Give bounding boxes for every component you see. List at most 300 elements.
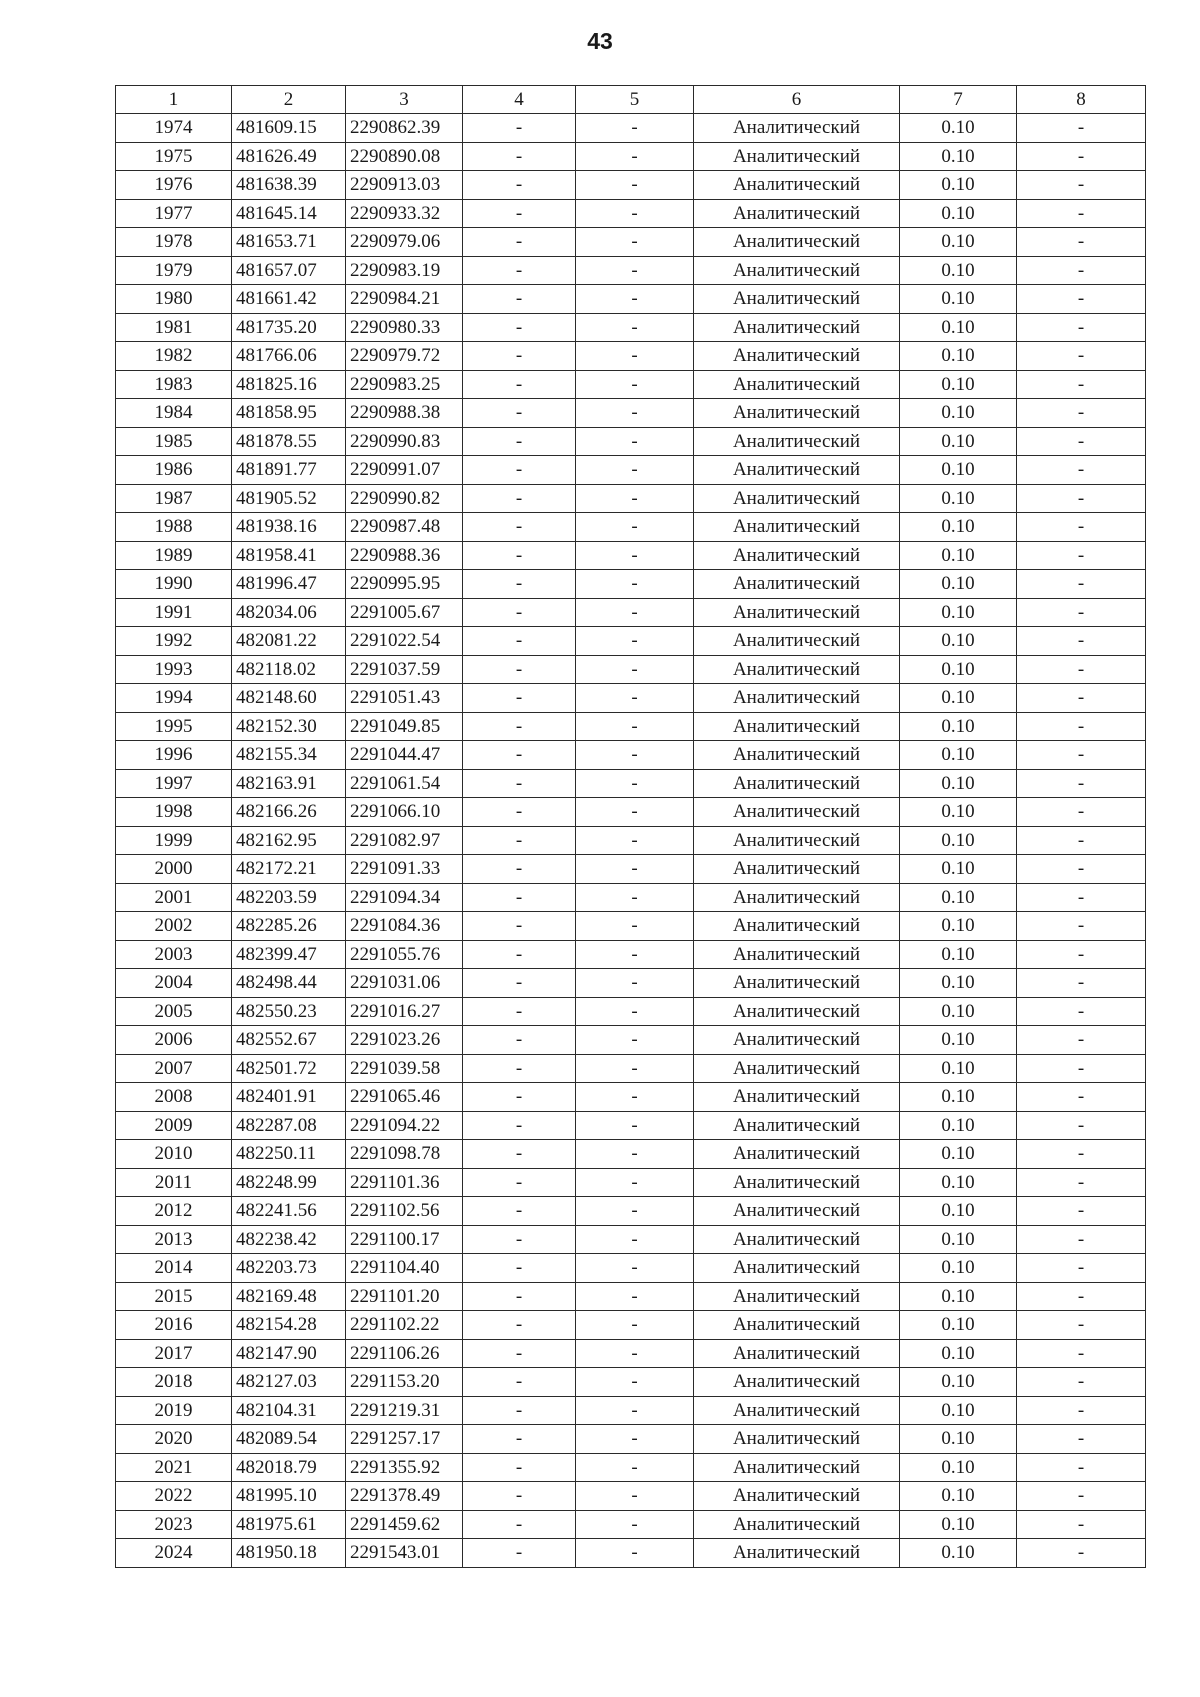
accuracy-cell: 0.10: [900, 370, 1017, 399]
col-5-cell: -: [576, 655, 694, 684]
col-5-cell: -: [576, 598, 694, 627]
accuracy-cell: 0.10: [900, 1197, 1017, 1226]
accuracy-cell: 0.10: [900, 1111, 1017, 1140]
y-coordinate-cell: 2290890.08: [346, 142, 463, 171]
y-coordinate-cell: 2291051.43: [346, 684, 463, 713]
col-5-cell: -: [576, 684, 694, 713]
y-coordinate-cell: 2291084.36: [346, 912, 463, 941]
col-4-cell: -: [463, 712, 576, 741]
col-5-cell: -: [576, 285, 694, 314]
table-row: [116, 399, 1146, 428]
col-5-cell: -: [576, 1311, 694, 1340]
table-row: [116, 1311, 1146, 1340]
col-4-cell: -: [463, 114, 576, 143]
method-cell: Аналитический: [694, 1140, 900, 1169]
col-5-cell: -: [576, 969, 694, 998]
col-5-cell: -: [576, 1453, 694, 1482]
col-8-cell: -: [1017, 399, 1146, 428]
method-cell: Аналитический: [694, 171, 900, 200]
table-row: [116, 199, 1146, 228]
accuracy-cell: 0.10: [900, 1168, 1017, 1197]
y-coordinate-cell: 2290983.19: [346, 256, 463, 285]
col-8-cell: -: [1017, 1339, 1146, 1368]
method-cell: Аналитический: [694, 684, 900, 713]
y-coordinate-cell: 2291044.47: [346, 741, 463, 770]
col-8-cell: -: [1017, 1026, 1146, 1055]
y-coordinate-cell: 2290990.83: [346, 427, 463, 456]
col-5-cell: -: [576, 399, 694, 428]
point-number-cell: 1988: [116, 513, 232, 542]
y-coordinate-cell: 2290979.72: [346, 342, 463, 371]
method-cell: Аналитический: [694, 627, 900, 656]
accuracy-cell: 0.10: [900, 456, 1017, 485]
col-4-cell: -: [463, 997, 576, 1026]
method-cell: Аналитический: [694, 399, 900, 428]
method-cell: Аналитический: [694, 1254, 900, 1283]
table-row: [116, 285, 1146, 314]
col-4-cell: -: [463, 969, 576, 998]
x-coordinate-cell: 482203.73: [232, 1254, 346, 1283]
col-4-cell: -: [463, 769, 576, 798]
x-coordinate-cell: 482034.06: [232, 598, 346, 627]
col-8-cell: -: [1017, 655, 1146, 684]
x-coordinate-cell: 481766.06: [232, 342, 346, 371]
point-number-cell: 2022: [116, 1482, 232, 1511]
method-cell: Аналитический: [694, 285, 900, 314]
table-row: [116, 1453, 1146, 1482]
col-4-cell: -: [463, 1225, 576, 1254]
col-8-cell: -: [1017, 171, 1146, 200]
table-row: [116, 142, 1146, 171]
col-5-cell: -: [576, 798, 694, 827]
point-number-cell: 2024: [116, 1539, 232, 1568]
method-cell: Аналитический: [694, 741, 900, 770]
method-cell: Аналитический: [694, 997, 900, 1026]
col-8-cell: -: [1017, 427, 1146, 456]
col-8-cell: -: [1017, 1282, 1146, 1311]
method-cell: Аналитический: [694, 114, 900, 143]
x-coordinate-cell: 482498.44: [232, 969, 346, 998]
header-cell-8: 8: [1017, 86, 1146, 114]
col-4-cell: -: [463, 313, 576, 342]
point-number-cell: 1997: [116, 769, 232, 798]
x-coordinate-cell: 482018.79: [232, 1453, 346, 1482]
col-8-cell: -: [1017, 798, 1146, 827]
accuracy-cell: 0.10: [900, 1368, 1017, 1397]
col-5-cell: -: [576, 1510, 694, 1539]
x-coordinate-cell: 481975.61: [232, 1510, 346, 1539]
method-cell: Аналитический: [694, 370, 900, 399]
col-8-cell: -: [1017, 1396, 1146, 1425]
x-coordinate-cell: 482287.08: [232, 1111, 346, 1140]
x-coordinate-cell: 481950.18: [232, 1539, 346, 1568]
method-cell: Аналитический: [694, 427, 900, 456]
col-5-cell: -: [576, 114, 694, 143]
accuracy-cell: 0.10: [900, 912, 1017, 941]
table-row: [116, 541, 1146, 570]
y-coordinate-cell: 2291016.27: [346, 997, 463, 1026]
x-coordinate-cell: 481645.14: [232, 199, 346, 228]
accuracy-cell: 0.10: [900, 969, 1017, 998]
col-5-cell: -: [576, 1197, 694, 1226]
method-cell: Аналитический: [694, 142, 900, 171]
x-coordinate-cell: 482501.72: [232, 1054, 346, 1083]
point-number-cell: 1984: [116, 399, 232, 428]
point-number-cell: 1995: [116, 712, 232, 741]
col-8-cell: -: [1017, 285, 1146, 314]
x-coordinate-cell: 482401.91: [232, 1083, 346, 1112]
col-4-cell: -: [463, 1396, 576, 1425]
y-coordinate-cell: 2291153.20: [346, 1368, 463, 1397]
y-coordinate-cell: 2291005.67: [346, 598, 463, 627]
table-row: [116, 228, 1146, 257]
x-coordinate-cell: 481996.47: [232, 570, 346, 599]
x-coordinate-cell: 482155.34: [232, 741, 346, 770]
x-coordinate-cell: 482248.99: [232, 1168, 346, 1197]
table-row: [116, 1482, 1146, 1511]
col-4-cell: -: [463, 627, 576, 656]
y-coordinate-cell: 2291355.92: [346, 1453, 463, 1482]
accuracy-cell: 0.10: [900, 228, 1017, 257]
col-8-cell: -: [1017, 484, 1146, 513]
x-coordinate-cell: 481609.15: [232, 114, 346, 143]
table-row: [116, 1339, 1146, 1368]
col-4-cell: -: [463, 370, 576, 399]
accuracy-cell: 0.10: [900, 142, 1017, 171]
x-coordinate-cell: 482148.60: [232, 684, 346, 713]
accuracy-cell: 0.10: [900, 1339, 1017, 1368]
point-number-cell: 1993: [116, 655, 232, 684]
point-number-cell: 2007: [116, 1054, 232, 1083]
x-coordinate-cell: 481825.16: [232, 370, 346, 399]
table-row: [116, 1111, 1146, 1140]
col-4-cell: -: [463, 1539, 576, 1568]
y-coordinate-cell: 2290983.25: [346, 370, 463, 399]
col-5-cell: -: [576, 1140, 694, 1169]
accuracy-cell: 0.10: [900, 256, 1017, 285]
point-number-cell: 2023: [116, 1510, 232, 1539]
y-coordinate-cell: 2291082.97: [346, 826, 463, 855]
y-coordinate-cell: 2291061.54: [346, 769, 463, 798]
col-8-cell: -: [1017, 712, 1146, 741]
table-row: [116, 1083, 1146, 1112]
point-number-cell: 1989: [116, 541, 232, 570]
col-5-cell: -: [576, 313, 694, 342]
method-cell: Аналитический: [694, 1282, 900, 1311]
accuracy-cell: 0.10: [900, 1510, 1017, 1539]
table-row: [116, 114, 1146, 143]
col-4-cell: -: [463, 1311, 576, 1340]
col-5-cell: -: [576, 541, 694, 570]
accuracy-cell: 0.10: [900, 541, 1017, 570]
col-5-cell: -: [576, 912, 694, 941]
col-8-cell: -: [1017, 1254, 1146, 1283]
y-coordinate-cell: 2290979.06: [346, 228, 463, 257]
x-coordinate-cell: 481661.42: [232, 285, 346, 314]
y-coordinate-cell: 2291022.54: [346, 627, 463, 656]
method-cell: Аналитический: [694, 1339, 900, 1368]
x-coordinate-cell: 482127.03: [232, 1368, 346, 1397]
col-5-cell: -: [576, 769, 694, 798]
method-cell: Аналитический: [694, 769, 900, 798]
point-number-cell: 1978: [116, 228, 232, 257]
col-4-cell: -: [463, 1197, 576, 1226]
point-number-cell: 1990: [116, 570, 232, 599]
accuracy-cell: 0.10: [900, 741, 1017, 770]
table-row: [116, 741, 1146, 770]
y-coordinate-cell: 2291106.26: [346, 1339, 463, 1368]
col-8-cell: -: [1017, 1425, 1146, 1454]
col-5-cell: -: [576, 1282, 694, 1311]
accuracy-cell: 0.10: [900, 1282, 1017, 1311]
col-4-cell: -: [463, 940, 576, 969]
col-4-cell: -: [463, 171, 576, 200]
accuracy-cell: 0.10: [900, 285, 1017, 314]
x-coordinate-cell: 482104.31: [232, 1396, 346, 1425]
accuracy-cell: 0.10: [900, 769, 1017, 798]
method-cell: Аналитический: [694, 541, 900, 570]
table-row: [116, 484, 1146, 513]
col-8-cell: -: [1017, 855, 1146, 884]
x-coordinate-cell: 481938.16: [232, 513, 346, 542]
coordinates-table: [115, 85, 1146, 1568]
col-5-cell: -: [576, 1425, 694, 1454]
col-8-cell: -: [1017, 826, 1146, 855]
y-coordinate-cell: 2290991.07: [346, 456, 463, 485]
col-5-cell: -: [576, 826, 694, 855]
point-number-cell: 1991: [116, 598, 232, 627]
point-number-cell: 2001: [116, 883, 232, 912]
point-number-cell: 1994: [116, 684, 232, 713]
method-cell: Аналитический: [694, 1311, 900, 1340]
table-row: [116, 912, 1146, 941]
col-4-cell: -: [463, 484, 576, 513]
col-5-cell: -: [576, 940, 694, 969]
method-cell: Аналитический: [694, 1225, 900, 1254]
table-row: [116, 1054, 1146, 1083]
point-number-cell: 1992: [116, 627, 232, 656]
x-coordinate-cell: 482163.91: [232, 769, 346, 798]
accuracy-cell: 0.10: [900, 940, 1017, 969]
col-5-cell: -: [576, 370, 694, 399]
point-number-cell: 2017: [116, 1339, 232, 1368]
table-row: [116, 712, 1146, 741]
col-8-cell: -: [1017, 228, 1146, 257]
point-number-cell: 2015: [116, 1282, 232, 1311]
method-cell: Аналитический: [694, 1368, 900, 1397]
table-row: [116, 826, 1146, 855]
y-coordinate-cell: 2291066.10: [346, 798, 463, 827]
col-4-cell: -: [463, 826, 576, 855]
col-5-cell: -: [576, 1396, 694, 1425]
accuracy-cell: 0.10: [900, 1054, 1017, 1083]
col-5-cell: -: [576, 712, 694, 741]
y-coordinate-cell: 2290913.03: [346, 171, 463, 200]
accuracy-cell: 0.10: [900, 855, 1017, 884]
col-8-cell: -: [1017, 1225, 1146, 1254]
method-cell: Аналитический: [694, 1083, 900, 1112]
col-4-cell: -: [463, 541, 576, 570]
x-coordinate-cell: 481626.49: [232, 142, 346, 171]
col-5-cell: -: [576, 627, 694, 656]
method-cell: Аналитический: [694, 1396, 900, 1425]
col-5-cell: -: [576, 427, 694, 456]
col-4-cell: -: [463, 570, 576, 599]
point-number-cell: 1998: [116, 798, 232, 827]
table-row: [116, 1396, 1146, 1425]
point-number-cell: 2010: [116, 1140, 232, 1169]
col-8-cell: -: [1017, 1510, 1146, 1539]
x-coordinate-cell: 481905.52: [232, 484, 346, 513]
col-4-cell: -: [463, 1168, 576, 1197]
x-coordinate-cell: 481958.41: [232, 541, 346, 570]
col-8-cell: -: [1017, 1111, 1146, 1140]
method-cell: Аналитический: [694, 712, 900, 741]
accuracy-cell: 0.10: [900, 342, 1017, 371]
col-5-cell: -: [576, 1026, 694, 1055]
y-coordinate-cell: 2291104.40: [346, 1254, 463, 1283]
header-cell-5: 5: [576, 86, 694, 114]
col-4-cell: -: [463, 1111, 576, 1140]
point-number-cell: 2009: [116, 1111, 232, 1140]
y-coordinate-cell: 2291094.34: [346, 883, 463, 912]
col-8-cell: -: [1017, 1197, 1146, 1226]
col-5-cell: -: [576, 456, 694, 485]
col-8-cell: -: [1017, 969, 1146, 998]
col-8-cell: -: [1017, 598, 1146, 627]
col-5-cell: -: [576, 883, 694, 912]
col-8-cell: -: [1017, 114, 1146, 143]
y-coordinate-cell: 2291055.76: [346, 940, 463, 969]
x-coordinate-cell: 482081.22: [232, 627, 346, 656]
col-5-cell: -: [576, 1111, 694, 1140]
x-coordinate-cell: 482399.47: [232, 940, 346, 969]
col-4-cell: -: [463, 1026, 576, 1055]
col-8-cell: -: [1017, 1539, 1146, 1568]
y-coordinate-cell: 2290984.21: [346, 285, 463, 314]
y-coordinate-cell: 2290990.82: [346, 484, 463, 513]
accuracy-cell: 0.10: [900, 171, 1017, 200]
y-coordinate-cell: 2290933.32: [346, 199, 463, 228]
col-4-cell: -: [463, 228, 576, 257]
col-5-cell: -: [576, 256, 694, 285]
method-cell: Аналитический: [694, 940, 900, 969]
col-5-cell: -: [576, 1054, 694, 1083]
col-5-cell: -: [576, 1368, 694, 1397]
y-coordinate-cell: 2291459.62: [346, 1510, 463, 1539]
col-4-cell: -: [463, 1368, 576, 1397]
col-8-cell: -: [1017, 1453, 1146, 1482]
table-row: [116, 1368, 1146, 1397]
x-coordinate-cell: 482241.56: [232, 1197, 346, 1226]
table-row: [116, 1225, 1146, 1254]
col-4-cell: -: [463, 456, 576, 485]
x-coordinate-cell: 482169.48: [232, 1282, 346, 1311]
y-coordinate-cell: 2291023.26: [346, 1026, 463, 1055]
header-cell-4: 4: [463, 86, 576, 114]
col-8-cell: -: [1017, 456, 1146, 485]
point-number-cell: 2004: [116, 969, 232, 998]
point-number-cell: 1980: [116, 285, 232, 314]
table-row: [116, 1254, 1146, 1283]
point-number-cell: 1983: [116, 370, 232, 399]
x-coordinate-cell: 482250.11: [232, 1140, 346, 1169]
col-8-cell: -: [1017, 769, 1146, 798]
col-5-cell: -: [576, 228, 694, 257]
accuracy-cell: 0.10: [900, 1083, 1017, 1112]
col-5-cell: -: [576, 171, 694, 200]
table-row: [116, 513, 1146, 542]
col-5-cell: -: [576, 1083, 694, 1112]
y-coordinate-cell: 2291378.49: [346, 1482, 463, 1511]
point-number-cell: 1985: [116, 427, 232, 456]
method-cell: Аналитический: [694, 570, 900, 599]
point-number-cell: 1996: [116, 741, 232, 770]
method-cell: Аналитический: [694, 1111, 900, 1140]
header-cell-7: 7: [900, 86, 1017, 114]
y-coordinate-cell: 2291094.22: [346, 1111, 463, 1140]
col-5-cell: -: [576, 1539, 694, 1568]
col-8-cell: -: [1017, 342, 1146, 371]
y-coordinate-cell: 2291098.78: [346, 1140, 463, 1169]
method-cell: Аналитический: [694, 1026, 900, 1055]
col-4-cell: -: [463, 285, 576, 314]
col-8-cell: -: [1017, 513, 1146, 542]
point-number-cell: 2021: [116, 1453, 232, 1482]
method-cell: Аналитический: [694, 1510, 900, 1539]
accuracy-cell: 0.10: [900, 1140, 1017, 1169]
table-row: [116, 598, 1146, 627]
col-8-cell: -: [1017, 1168, 1146, 1197]
header-cell-1: 1: [116, 86, 232, 114]
accuracy-cell: 0.10: [900, 684, 1017, 713]
table-body: [116, 114, 1146, 1568]
col-8-cell: -: [1017, 1311, 1146, 1340]
point-number-cell: 2013: [116, 1225, 232, 1254]
table-row: [116, 969, 1146, 998]
y-coordinate-cell: 2291065.46: [346, 1083, 463, 1112]
method-cell: Аналитический: [694, 228, 900, 257]
col-5-cell: -: [576, 1168, 694, 1197]
table-row: [116, 1510, 1146, 1539]
point-number-cell: 1977: [116, 199, 232, 228]
x-coordinate-cell: 481657.07: [232, 256, 346, 285]
method-cell: Аналитический: [694, 513, 900, 542]
header-cell-2: 2: [232, 86, 346, 114]
method-cell: Аналитический: [694, 969, 900, 998]
col-5-cell: -: [576, 741, 694, 770]
col-5-cell: -: [576, 199, 694, 228]
table-row: [116, 798, 1146, 827]
point-number-cell: 2019: [116, 1396, 232, 1425]
accuracy-cell: 0.10: [900, 598, 1017, 627]
table-row: [116, 1282, 1146, 1311]
table-row: [116, 769, 1146, 798]
accuracy-cell: 0.10: [900, 484, 1017, 513]
accuracy-cell: 0.10: [900, 1254, 1017, 1283]
table-row: [116, 256, 1146, 285]
table-row: [116, 171, 1146, 200]
accuracy-cell: 0.10: [900, 1396, 1017, 1425]
accuracy-cell: 0.10: [900, 997, 1017, 1026]
col-5-cell: -: [576, 1225, 694, 1254]
accuracy-cell: 0.10: [900, 1453, 1017, 1482]
point-number-cell: 2006: [116, 1026, 232, 1055]
accuracy-cell: 0.10: [900, 1482, 1017, 1511]
col-4-cell: -: [463, 1083, 576, 1112]
accuracy-cell: 0.10: [900, 798, 1017, 827]
x-coordinate-cell: 481878.55: [232, 427, 346, 456]
